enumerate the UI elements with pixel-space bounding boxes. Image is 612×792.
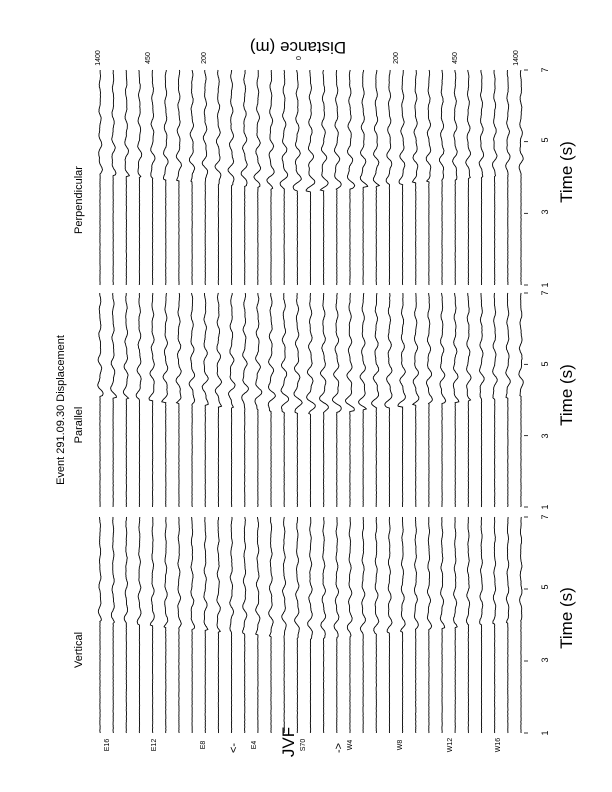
seismogram-trace-perpendicular	[334, 70, 341, 285]
seismogram-trace-vertical	[269, 517, 273, 733]
station-label: E4	[251, 740, 258, 750]
seismogram-trace-perpendicular	[386, 70, 392, 285]
seismogram-trace-perpendicular	[99, 70, 103, 285]
seismogram-trace-vertical	[256, 517, 260, 733]
seismogram-trace-vertical	[111, 517, 114, 733]
seismogram-trace-perpendicular	[466, 70, 471, 285]
seismogram-trace-perpendicular	[479, 70, 483, 285]
station-label: W12	[447, 737, 454, 753]
seismogram-trace-parallel	[202, 293, 208, 507]
seismogram-trace-vertical	[191, 517, 195, 733]
seismogram-trace-vertical	[360, 517, 365, 733]
station-label: W8	[397, 739, 404, 751]
seismogram-trace-vertical	[124, 517, 127, 733]
seismogram-trace-vertical	[374, 517, 379, 733]
seismogram-trace-parallel	[242, 293, 249, 507]
seismogram-trace-vertical	[204, 517, 208, 733]
station-label: E8	[200, 740, 207, 750]
seismogram-trace-parallel	[519, 293, 523, 507]
seismogram-trace-parallel	[467, 293, 472, 507]
xtick: 1	[540, 504, 550, 510]
seismogram-trace-parallel	[215, 293, 221, 507]
trace-panels	[98, 70, 528, 733]
seismogram-trace-perpendicular	[228, 70, 234, 285]
seismogram-trace-vertical	[454, 517, 458, 733]
seismogram-trace-perpendicular	[163, 70, 168, 285]
seismogram-trace-perpendicular	[267, 70, 274, 285]
seismogram-trace-vertical	[401, 517, 406, 733]
xtick: 5	[540, 584, 550, 590]
seismogram-trace-parallel	[307, 293, 316, 507]
seismogram-trace-parallel	[123, 293, 128, 507]
seismogram-trace-perpendicular	[138, 70, 142, 285]
seismogram-trace-parallel	[176, 293, 181, 507]
seismogram-trace-perpendicular	[399, 70, 405, 285]
seismogram-trace-parallel	[385, 293, 392, 507]
seismogram-trace-perpendicular	[360, 70, 367, 285]
seismogram-trace-parallel	[255, 293, 262, 507]
distance-tick: 450	[145, 52, 152, 64]
seismogram-trace-vertical	[282, 517, 286, 733]
seismogram-trace-vertical	[347, 517, 352, 733]
seismogram-trace-perpendicular	[506, 70, 510, 285]
panel-title-parallel: Parallel	[73, 406, 85, 444]
distance-tick: 0	[296, 56, 303, 60]
jvf-label: JVF	[279, 726, 298, 758]
seismogram-trace-vertical	[178, 517, 181, 733]
seismogram-trace-perpendicular	[202, 70, 207, 285]
seismogram-trace-perpendicular	[254, 70, 261, 285]
seismogram-trace-vertical	[230, 517, 234, 733]
seismogram-trace-vertical	[150, 517, 154, 733]
seismogram-trace-vertical	[506, 517, 509, 733]
seismogram-trace-vertical	[308, 517, 313, 733]
panel-title-perpendicular: Perpendicular	[73, 166, 85, 234]
seismogram-trace-perpendicular	[215, 70, 221, 285]
seismogram-trace-vertical	[480, 517, 483, 733]
station-label: W4	[347, 739, 354, 751]
distance-tick: 200	[201, 52, 208, 64]
station-label: E12	[151, 738, 158, 752]
distance-label: Distance (m)	[249, 38, 347, 57]
seismogram-trace-perpendicular	[373, 70, 379, 285]
seismogram-trace-vertical	[321, 517, 326, 733]
distance-tick: 200	[393, 52, 400, 64]
seismogram-trace-vertical	[414, 517, 418, 733]
station-label: E16	[104, 738, 111, 752]
xtick: 5	[540, 137, 550, 143]
seismogram-trace-vertical	[243, 517, 247, 733]
seismogram-trace-perpendicular	[519, 70, 523, 285]
seismogram-trace-parallel	[294, 293, 302, 507]
xtick: 1	[540, 730, 550, 736]
seismogram-trace-vertical	[387, 517, 392, 733]
seismogram-trace-parallel	[493, 293, 498, 507]
seismogram-trace-parallel	[268, 293, 275, 507]
seismogram-trace-vertical	[164, 517, 168, 733]
station-label: S70	[300, 738, 307, 752]
seismogram-trace-perpendicular	[439, 70, 444, 285]
seismogram-trace-parallel	[372, 293, 379, 507]
seismogram-trace-perpendicular	[125, 70, 130, 285]
figure-title: Event 291.09.30 Displacement	[55, 335, 67, 485]
seismogram-trace-parallel	[440, 293, 446, 507]
seismogram-trace-parallel	[426, 293, 432, 507]
seismogram-trace-perpendicular	[189, 70, 194, 285]
seismogram-trace-perpendicular	[453, 70, 458, 285]
seismogram-trace-parallel	[413, 293, 419, 507]
seismogram-trace-vertical	[466, 517, 469, 733]
seismogram-trace-perpendicular	[426, 70, 431, 285]
seismogram-trace-vertical	[98, 517, 101, 733]
distance-tick: 1400	[513, 50, 520, 66]
xtick: 7	[540, 67, 550, 73]
seismogram-trace-parallel	[480, 293, 485, 507]
xlabel-parallel: Time (s)	[557, 364, 576, 426]
jvf-arrow-right: ->	[333, 742, 345, 754]
station-label: W16	[495, 737, 502, 753]
seismogram-trace-perpendicular	[176, 70, 181, 285]
seismogram-trace-vertical	[137, 517, 141, 733]
seismogram-trace-perpendicular	[320, 70, 328, 285]
seismogram-trace-parallel	[453, 293, 459, 507]
seismogram-trace-perpendicular	[347, 70, 354, 285]
jvf-arrow-left: <-	[228, 742, 240, 754]
seismogram-trace-parallel	[162, 293, 168, 507]
xlabel-vertical: Time (s)	[557, 587, 576, 649]
seismogram-trace-vertical	[295, 517, 300, 733]
seismogram-trace-parallel	[189, 293, 195, 507]
seismogram-trace-vertical	[334, 517, 339, 733]
seismogram-trace-perpendicular	[412, 70, 417, 285]
xtick: 1	[540, 282, 550, 288]
seismogram-trace-parallel	[359, 293, 367, 507]
seismogram-trace-parallel	[320, 293, 329, 507]
seismogram-trace-parallel	[149, 293, 154, 507]
seismogram-trace-perpendicular	[293, 70, 301, 285]
seismogram-trace-perpendicular	[493, 70, 497, 285]
seismogram-trace-parallel	[98, 293, 103, 507]
seismogram-trace-perpendicular	[112, 70, 116, 285]
seismogram-trace-parallel	[332, 293, 341, 507]
seismogram-trace-parallel	[136, 293, 141, 507]
seismogram-trace-vertical	[427, 517, 431, 733]
seismogram-trace-vertical	[217, 517, 221, 733]
xtick: 5	[540, 361, 550, 367]
xlabel-perpendicular: Time (s)	[557, 141, 576, 203]
xtick: 7	[540, 290, 550, 296]
seismogram-trace-parallel	[229, 293, 236, 507]
seismogram-trace-vertical	[493, 517, 496, 733]
seismogram-trace-parallel	[111, 293, 117, 507]
xtick: 7	[540, 514, 550, 520]
seismogram-trace-parallel	[346, 293, 355, 507]
seismogram-trace-perpendicular	[151, 70, 155, 285]
xtick: 3	[540, 657, 550, 663]
seismogram-trace-perpendicular	[241, 70, 247, 285]
seismogram-trace-parallel	[281, 293, 289, 507]
seismogram-trace-vertical	[520, 517, 522, 733]
distance-tick: 1400	[95, 50, 102, 66]
seismogram-trace-perpendicular	[306, 70, 315, 285]
seismogram-trace-perpendicular	[280, 70, 288, 285]
distance-tick: 450	[452, 52, 459, 64]
xtick: 3	[540, 209, 550, 215]
xtick: 3	[540, 433, 550, 439]
panel-title-vertical: Vertical	[73, 631, 85, 669]
seismogram-trace-parallel	[398, 293, 405, 507]
seismogram-trace-parallel	[506, 293, 510, 507]
seismogram-trace-vertical	[440, 517, 444, 733]
